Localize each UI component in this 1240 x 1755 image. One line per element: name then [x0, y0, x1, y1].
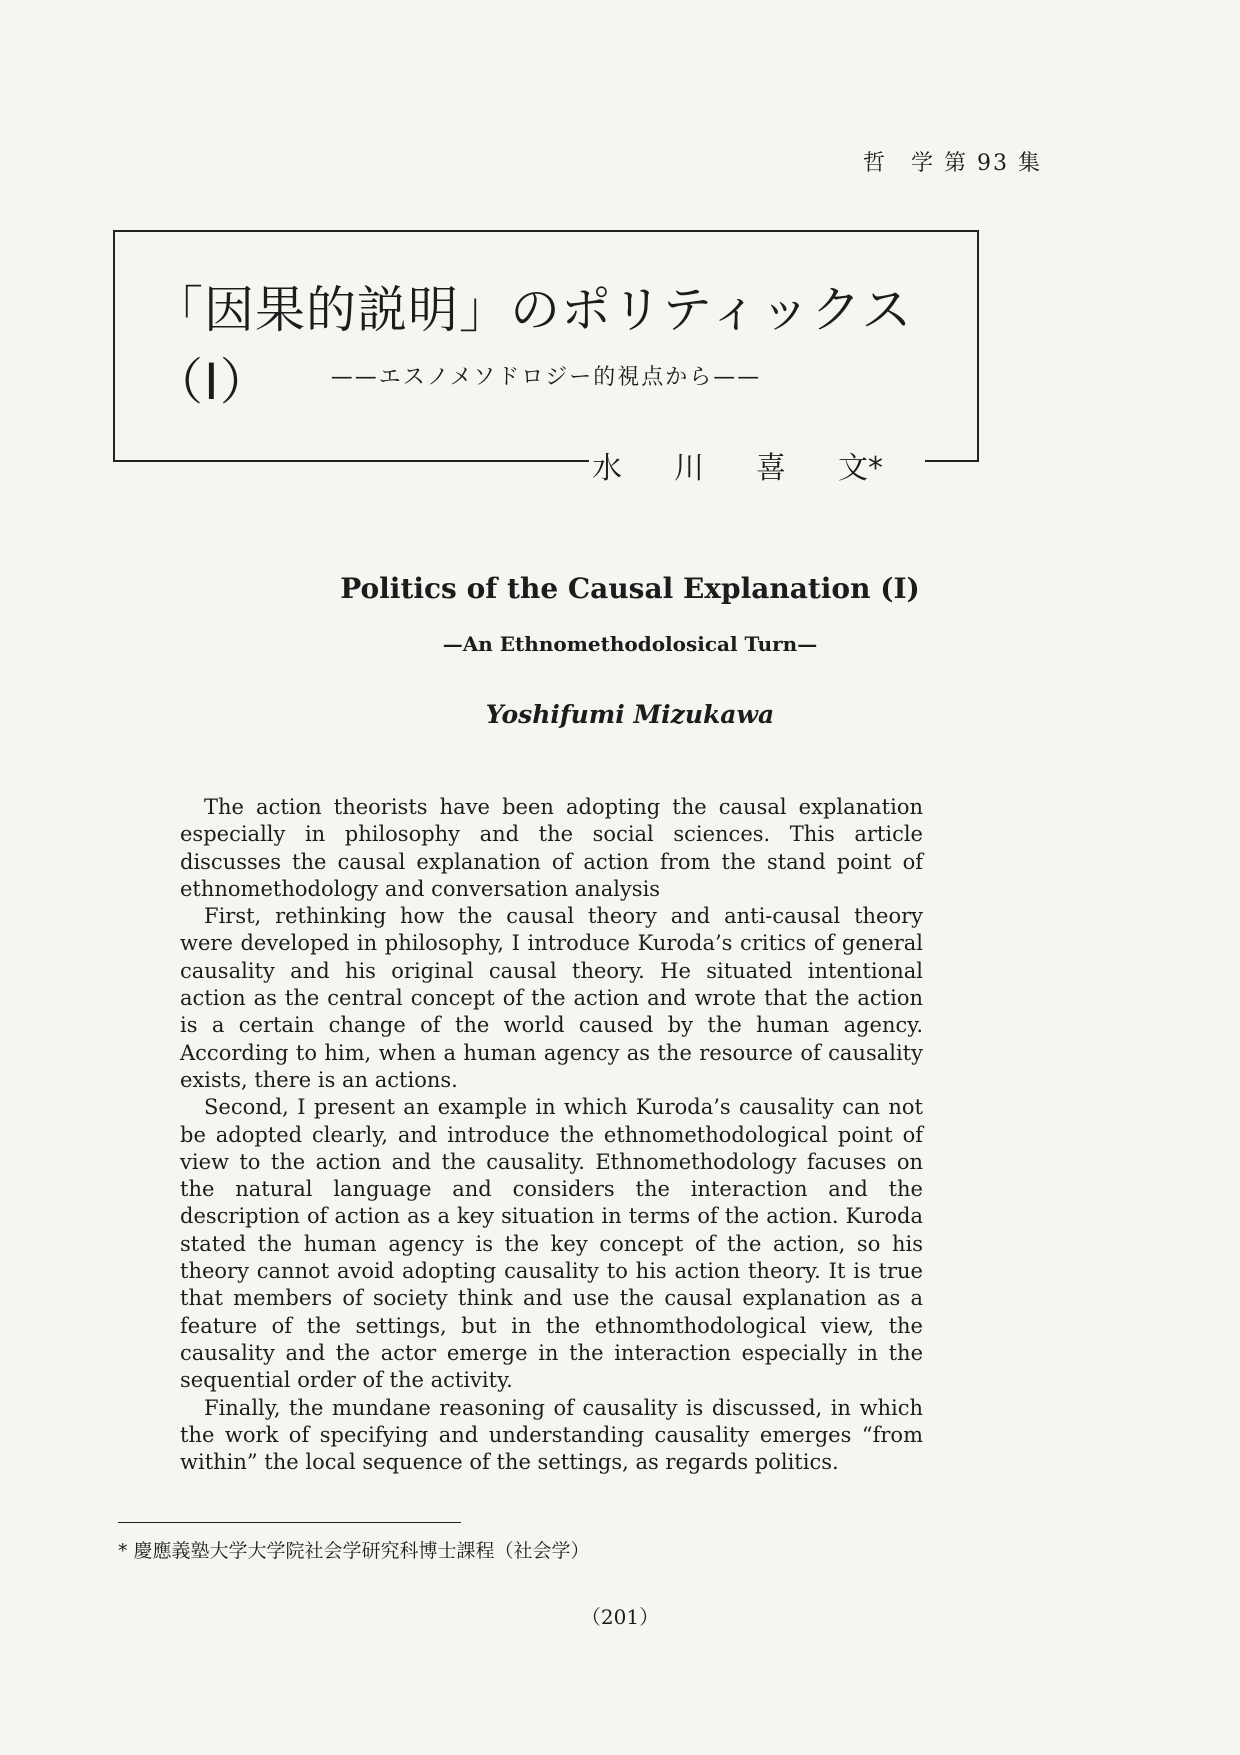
english-subtitle: —An Ethnomethodolosical Turn— — [442, 632, 818, 656]
abstract-paragraph: First, rethinking how the causal theory and anti-causal theory were developed in philosophy, I introduce Kuroda’s critics of general causality and his original causal theory. He situated intentional action as the central concept of the action and wrote that the action is a certain change of the world caused by the human agency. According to him, when a human agency as the resource of causality exists, there is an actions. — [180, 904, 923, 1092]
japanese-title: 「因果的説明」のポリティックス（I） — [153, 281, 913, 411]
author-char: 文* — [838, 451, 883, 486]
author-char: 川 — [674, 451, 704, 486]
title-box — [113, 230, 979, 460]
footnote-rule — [118, 1522, 461, 1523]
english-author: Yoshifumi Mizukawa — [485, 700, 775, 729]
japanese-subtitle: ——エスノメソドロジー的視点から—— — [330, 365, 762, 390]
author-rule-left — [113, 460, 589, 462]
abstract — [180, 794, 923, 1476]
footnote: * 慶應義塾大学大学院社会学研究科博士課程（社会学） — [118, 1540, 590, 1562]
abstract-paragraph: Finally, the mundane reasoning of causality is discussed, in which the work of specifying and understanding causality emerges “from within” the local sequence of the settings, as regards politics. — [180, 1395, 923, 1475]
abstract-paragraph: Second, I present an example in which Kuroda’s causality can not be adopted clearly, and introduce the ethnomethodological point of view to the action and the causality. Ethnomethodology facuses on the natural language and considers the interaction and the description of action as a key situation in terms of the action. Kuroda stated the human agency is the key concept of the action, so his theory cannot avoid adopting causality to his action theory. It is true that members of society think and use the causal explanation as a feature of the settings, but in the ethnomthodological view, the causality and the actor emerge in the interaction especially in the sequential order of the activity. — [180, 1095, 923, 1393]
author-char: 水 — [592, 451, 622, 486]
english-title: Politics of the Causal Explanation (I) — [340, 572, 920, 605]
abstract-paragraph: The action theorists have been adopting the causal explanation especially in philosophy and the social sciences. This article discusses the causal explanation of action from the stand point of ethnomethodology and conversation analysis — [180, 795, 923, 901]
journal-header: 哲 学 第 93 集 — [863, 151, 1042, 176]
japanese-author — [592, 443, 922, 487]
author-rule-right — [925, 460, 979, 462]
author-char: 喜 — [756, 451, 786, 486]
page-number: （201） — [580, 1605, 660, 1629]
